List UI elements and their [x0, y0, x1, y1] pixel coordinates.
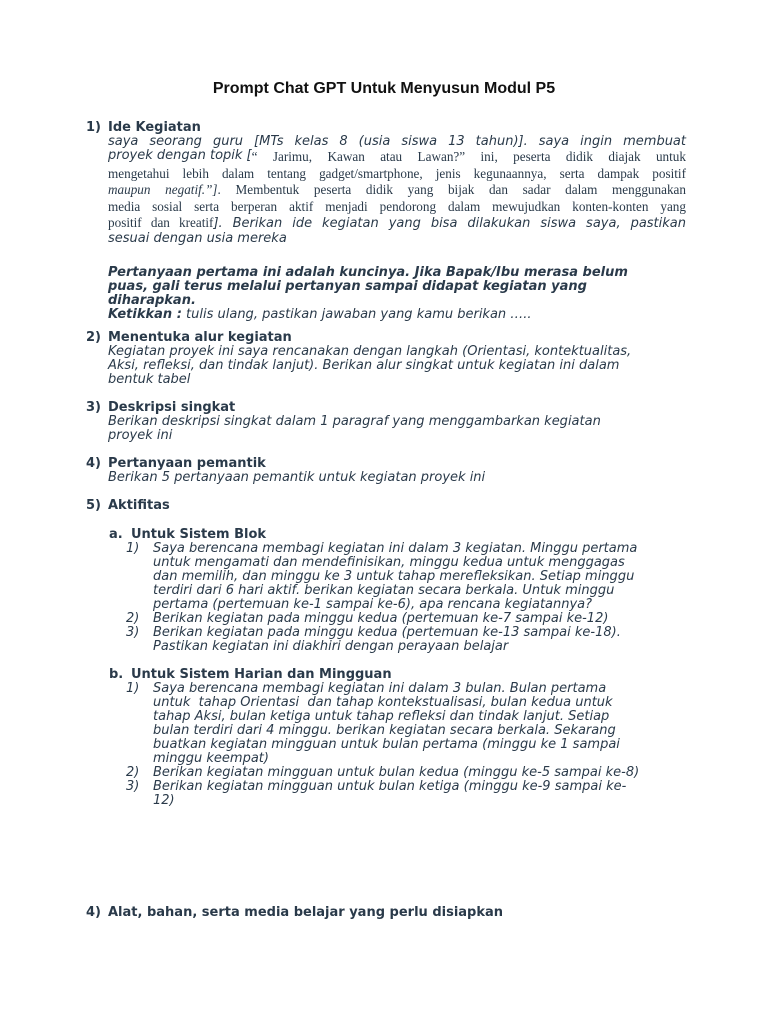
list-item-line: Saya berencana membagi kegiatan ini dalam 3 bulan. Bulan pertama: [153, 681, 607, 696]
section-heading: Menentuka alur kegiatan: [108, 330, 292, 345]
section-aktifitas: [86, 499, 686, 513]
list-item-line: Berikan kegiatan mingguan untuk bulan kedua (minggu ke-5 sampai ke-8): [153, 765, 640, 780]
list-item: [126, 766, 686, 780]
list-item-line: terdiri dari 6 hari aktif. berikan kegiatan secara berkala. Untuk minggu: [153, 583, 615, 598]
list-item-text: [153, 766, 686, 780]
list-item-number: 3): [126, 625, 140, 640]
list-item-line: dan memilih, dan minggu ke 3 untuk tahap merefleksikan. Setiap minggu: [153, 569, 635, 584]
list-sistem-blok: [126, 542, 686, 654]
section-heading: Pertanyaan pemantik: [108, 456, 266, 471]
body-line-part: proyek dengan topik [: [108, 148, 252, 163]
section-body: [108, 471, 686, 485]
subsection-sistem-harian: [109, 667, 392, 682]
list-item-text: [153, 612, 686, 626]
ketikkan-label: Ketikkan :: [108, 306, 182, 322]
body-line: Berikan deskripsi singkat dalam 1 paragraf yang menggambarkan kegiatan: [108, 414, 601, 429]
section-body: [108, 415, 686, 443]
section-number: 4): [86, 456, 101, 471]
note-line: diharapkan.: [108, 292, 196, 308]
list-item-line: untuk tahap Orientasi dan tahap kontekstualisasi, bulan kedua untuk: [153, 695, 613, 710]
list-item-line: Berikan kegiatan pada minggu kedua (pertemuan ke-13 sampai ke-18).: [153, 625, 621, 640]
body-line: [108, 149, 686, 166]
subsection-letter: a.: [109, 527, 123, 542]
body-line-part: ]. Berikan ide kegiatan yang bisa dilakukan siswa saya, pastikan: [213, 216, 687, 231]
section-heading: Aktifitas: [108, 498, 170, 513]
body-line: [108, 215, 686, 232]
body-line: proyek ini: [108, 428, 173, 443]
section-deskripsi-singkat: [86, 401, 686, 443]
section-number: 3): [86, 400, 101, 415]
list-item-number: 3): [126, 779, 140, 794]
body-line: saya seorang guru [MTs kelas 8 (usia siswa 13 tahun)]. saya ingin membuat: [108, 134, 686, 149]
list-item-line: tahap Aksi, bulan ketiga untuk tahap refleksi dan tindak lanjut. Setiap: [153, 709, 610, 724]
list-item-number: 2): [126, 765, 140, 780]
body-line: mengetahui lebih dalam tentang gadget/smartphone, jenis kegunaannya, serta dampak positif: [108, 165, 686, 181]
list-item-text: [153, 626, 686, 654]
list-item: [126, 612, 686, 626]
body-line-part: maupun negatif.”]: [108, 182, 218, 197]
body-line: sesuai dengan usia mereka: [108, 230, 287, 246]
subsection-heading: Untuk Sistem Blok: [131, 527, 267, 542]
list-item: [126, 542, 686, 612]
list-item-number: 1): [126, 681, 140, 696]
ketikkan-text: tulis ulang, pastikan jawaban yang kamu berikan …..: [181, 306, 532, 322]
body-line: [108, 182, 686, 199]
note-line: puas, gali terus melalui pertanyan sampai didapat kegiatan yang: [108, 278, 587, 294]
body-line: Aksi, refleksi, dan tindak lanjut). Berikan alur singkat untuk kegiatan ini dalam: [108, 358, 620, 373]
list-item-line: Saya berencana membagi kegiatan ini dalam 3 kegiatan. Minggu pertama: [153, 541, 638, 556]
subsection-letter: b.: [109, 667, 124, 682]
section-heading: Alat, bahan, serta media belajar yang perlu disiapkan: [108, 905, 504, 920]
body-line-part: . Membentuk peserta didik yang bijak dan sadar dalam menggunakan: [217, 182, 686, 197]
section-pertanyaan-pemantik: [86, 457, 686, 485]
list-item-line: pertama (pertemuan ke-1 sampai ke-6), apa rencana kegiatannya?: [153, 597, 593, 612]
section-number: 4): [86, 905, 101, 920]
body-line-part: “ Jarimu, Kawan atau Lawan?” ini, peserta didik diajak untuk: [251, 149, 686, 164]
list-item: [126, 682, 686, 766]
list-item: [126, 780, 686, 808]
note-line: Pertanyaan pertama ini adalah kuncinya. Jika Bapak/Ibu merasa belum: [108, 264, 628, 280]
section-number: 1): [86, 120, 101, 135]
body-line: Berikan 5 pertanyaan pemantik untuk kegiatan proyek ini: [108, 470, 486, 485]
subsection-sistem-blok: [109, 527, 266, 542]
section-heading: Deskripsi singkat: [108, 400, 236, 415]
list-item-line: minggu keempat): [153, 751, 269, 766]
section-heading: Ide Kegiatan: [108, 120, 201, 135]
list-item-line: bulan terdiri dari 4 minggu. berikan kegiatan secara berkala. Sekarang: [153, 723, 616, 738]
list-item-line: 12): [153, 793, 175, 808]
list-item-text: [153, 542, 686, 612]
list-sistem-harian: [126, 682, 686, 808]
page-title: Prompt Chat GPT Untuk Menyusun Modul P5: [212, 80, 556, 97]
list-item-number: 1): [126, 541, 140, 556]
body-line: Kegiatan proyek ini saya rencanakan dengan langkah (Orientasi, kontektualitas,: [108, 344, 632, 359]
body-line-part: positif dan kreatif: [108, 215, 214, 230]
list-item-line: untuk mengamati dan mendefinisikan, minggu kedua untuk menggagas: [153, 555, 625, 570]
list-item-line: Berikan kegiatan pada minggu kedua (pertemuan ke-7 sampai ke-12): [153, 611, 609, 626]
list-item-number: 2): [126, 611, 140, 626]
list-item-text: [153, 682, 686, 766]
section-number: 2): [86, 330, 101, 345]
list-item: [126, 626, 686, 654]
section-alat-bahan: [86, 906, 686, 920]
list-item-line: buatkan kegiatan mingguan untuk bulan pertama (minggu ke 1 sampai: [153, 737, 620, 752]
section-alur-kegiatan: [86, 331, 686, 387]
section-number: 5): [86, 498, 101, 513]
subsection-heading: Untuk Sistem Harian dan Mingguan: [131, 667, 392, 682]
section-ide-kegiatan: [86, 121, 686, 322]
list-item-line: Berikan kegiatan mingguan untuk bulan ketiga (minggu ke-9 sampai ke-: [153, 779, 627, 794]
section-body: [108, 345, 686, 387]
list-item-line: Pastikan kegiatan ini diakhiri dengan perayaan belajar: [153, 639, 509, 654]
section-body: [108, 135, 686, 322]
list-item-text: [153, 780, 686, 808]
body-line: bentuk tabel: [108, 372, 191, 387]
ketikkan-line: [108, 308, 686, 322]
body-line: media sosial serta berperan aktif menjadi pendorong dalam mewujudkan konten-konten yang: [108, 198, 686, 214]
